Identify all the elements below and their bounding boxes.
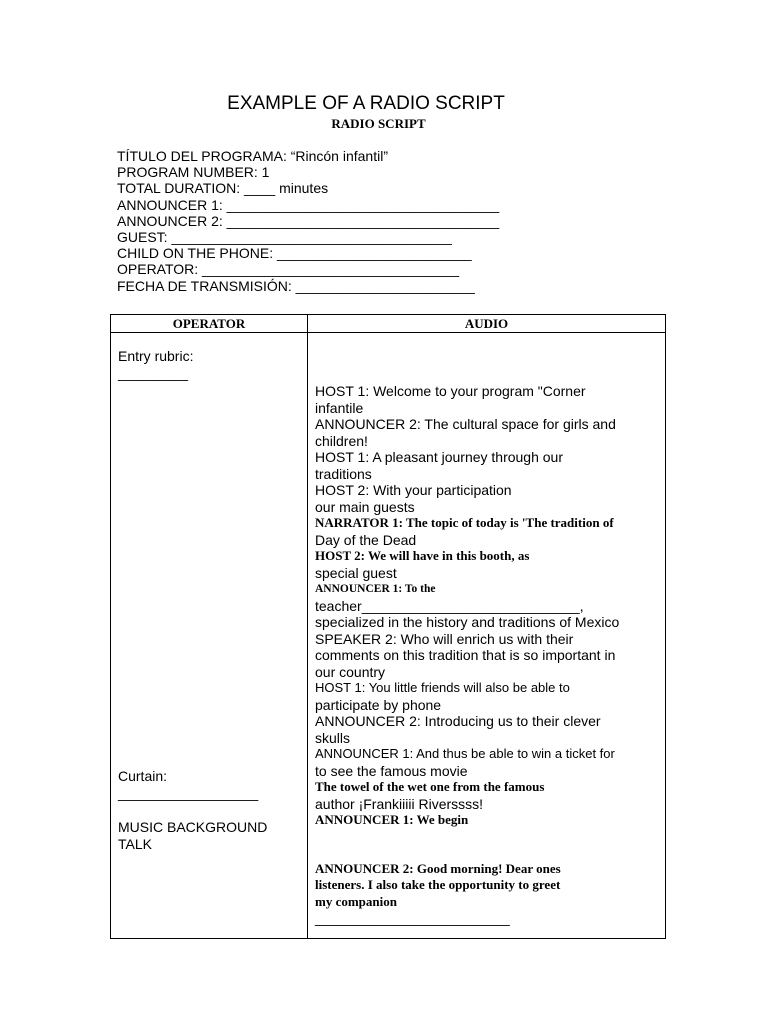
program-title-line: TÍTULO DEL PROGRAMA: “Rincón infantil”	[117, 148, 388, 164]
audio-cell	[308, 333, 666, 939]
script-line: infantile	[315, 399, 364, 416]
table-header-row	[111, 315, 666, 333]
script-line: HOST 2: With your participation	[315, 482, 512, 498]
document-subtitle: RADIO SCRIPT	[331, 116, 426, 131]
script-line: traditions	[315, 465, 372, 482]
script-line: special guest	[315, 564, 397, 581]
script-line: our country	[315, 663, 386, 680]
script-line: SPEAKER 2: Who will enrich us with their	[315, 630, 574, 647]
entry-rubric	[118, 348, 193, 382]
script-line: listeners. I also take the opportunity to greet	[315, 877, 561, 892]
entry-rubric-line: _________	[118, 365, 189, 381]
script-line: author ¡Frankiiiii Riverssss!	[315, 795, 484, 812]
audio-column-header: AUDIO	[308, 315, 666, 333]
script-line: Day of the Dead	[315, 531, 417, 548]
operator-line: OPERATOR: _________________________________	[117, 261, 459, 278]
child-on-phone-line: CHILD ON THE PHONE: _________________________	[117, 245, 472, 262]
music-cue-line-2: TALK	[118, 836, 152, 852]
script-line: _________________________	[315, 910, 510, 926]
script-line: to see the famous movie	[315, 762, 468, 779]
script-table	[110, 314, 666, 939]
total-duration-line: TOTAL DURATION: ____ minutes	[117, 180, 329, 197]
guest-line: GUEST: ____________________________________	[117, 229, 452, 246]
script-spacer	[315, 829, 655, 861]
script-line: HOST 1: You little friends will also be able to	[315, 680, 570, 695]
curtain-label: Curtain:	[118, 768, 168, 784]
script-line: HOST 1: Welcome to your program "Corner	[315, 383, 586, 399]
script-line: ANNOUNCER 1: We begin	[315, 812, 469, 827]
script-line: children!	[315, 432, 368, 449]
announcer-1-line: ANNOUNCER 1: ___________________________________	[117, 196, 500, 213]
script-line: NARRATOR 1: The topic of today is 'The tradition of	[315, 515, 614, 530]
broadcast-date-line: FECHA DE TRANSMISIÓN: _______________________	[117, 277, 475, 294]
script-line: specialized in the history and traditions of Mexico	[315, 614, 620, 630]
curtain	[118, 768, 258, 802]
script-line: participate by phone	[315, 696, 442, 713]
script-line: HOST 2: We will have in this booth, as	[315, 548, 530, 563]
script-line: ANNOUNCER 1: To the	[315, 583, 436, 595]
operator-column-header: OPERATOR	[111, 315, 308, 333]
operator-cell	[111, 333, 308, 939]
script-line: teacher____________________________,	[315, 597, 584, 614]
table-row	[111, 333, 666, 939]
program-number-line: PROGRAM NUMBER: 1	[117, 164, 270, 181]
announcer-2-line: ANNOUNCER 2: ___________________________________	[117, 212, 500, 229]
audio-script	[315, 383, 655, 927]
script-line: comments on this tradition that is so important in	[315, 647, 616, 663]
document-title: EXAMPLE OF A RADIO SCRIPT	[227, 93, 505, 114]
script-line: ANNOUNCER 2: Introducing us to their clever	[315, 713, 601, 729]
script-line: The towel of the wet one from the famous	[315, 779, 545, 794]
script-line: skulls	[315, 729, 351, 746]
script-line: ANNOUNCER 2: Good morning! Dear ones	[315, 860, 561, 876]
script-line: ANNOUNCER 2: The cultural space for girls and	[315, 416, 616, 432]
entry-rubric-label: Entry rubric:	[118, 348, 194, 364]
program-info	[117, 148, 499, 294]
curtain-line: __________________	[118, 785, 259, 801]
music-cue	[118, 819, 267, 853]
script-line: my companion	[315, 893, 397, 909]
music-cue-line-1: MUSIC BACKGROUND	[118, 819, 268, 835]
script-line: HOST 1: A pleasant journey through our	[315, 449, 564, 465]
script-line: ANNOUNCER 1: And thus be able to win a ticket for	[315, 746, 615, 761]
script-line: our main guests	[315, 498, 415, 515]
